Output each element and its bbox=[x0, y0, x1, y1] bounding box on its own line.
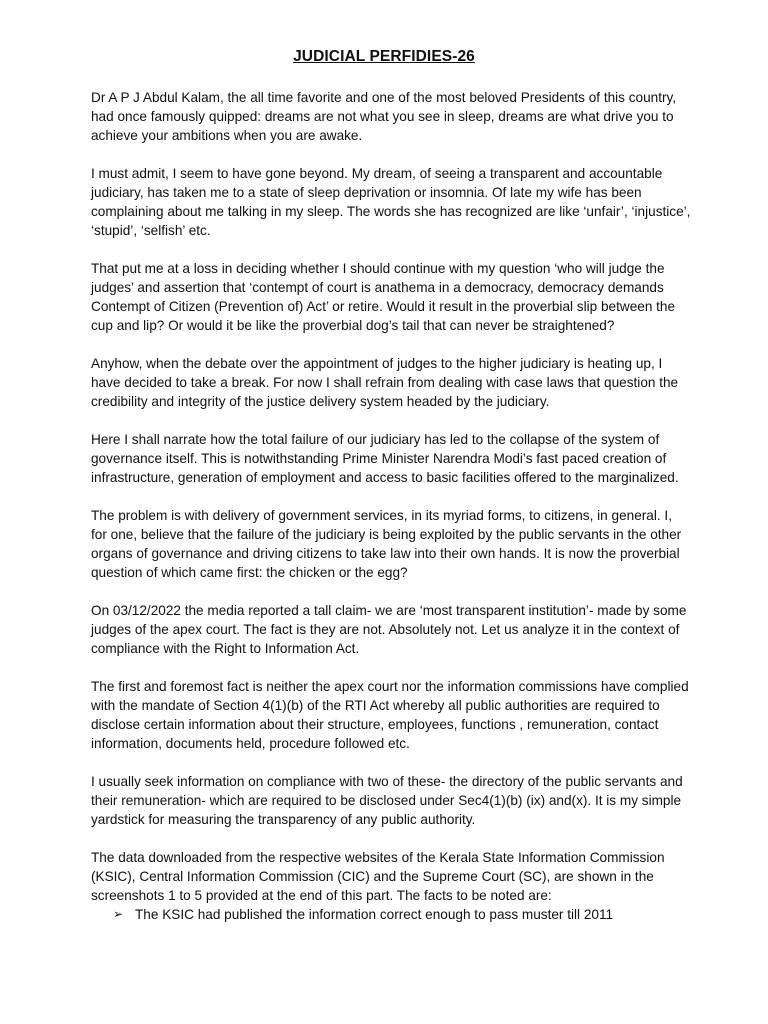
paragraph-5: Here I shall narrate how the total failure of our judiciary has led to the collapse of the system of governance itself. This is notwithstanding Prime Minister Narendra Modi’s fast paced creation of infrastructure, generation of employment and access to basic facilities offered to the marginalized. bbox=[91, 432, 679, 485]
document-body bbox=[91, 88, 691, 924]
paragraph-9: I usually seek information on compliance with two of these- the directory of the public servants and their remuneration- which are required to be disclosed under Sec4(1)(b) (ix) and(x). It is my simple yardstick for measuring the transparency of any public authority. bbox=[91, 774, 683, 827]
bullet-item bbox=[91, 905, 691, 924]
paragraph-4: Anyhow, when the debate over the appointment of judges to the higher judiciary is heating up, I have decided to take a break. For now I shall refrain from dealing with case laws that question the credibility and integrity of the justice delivery system headed by the judiciary. bbox=[91, 356, 679, 409]
paragraph-1: Dr A P J Abdul Kalam, the all time favorite and one of the most beloved Presidents of this country, had once famously quipped: dreams are not what you see in sleep, dreams are what drive you to achieve your ambitions when you are awake. bbox=[91, 90, 677, 143]
paragraph-7: On 03/12/2022 the media reported a tall claim- we are ‘most transparent institution’- made by some judges of the apex court. The fact is they are not. Absolutely not. Let us analyze it in the context of compliance with the Right to Information Act. bbox=[91, 603, 687, 656]
paragraph-3: That put me at a loss in deciding whether I should continue with my question ‘who will judge the judges’ and assertion that ‘contempt of court is anathema in a democracy, democracy demands Contempt of Citizen (Prevention of) Act’ or retire. Would it result in the proverbial slip between the cup and lip? Or would it be like the proverbial dog’s tail that can never be straightened? bbox=[91, 261, 676, 333]
paragraph-10: The data downloaded from the respective websites of the Kerala State Information Commission (KSIC), Central Information Commission (CIC) and the Supreme Court (SC), are shown in the screenshots 1 to 5 provided at the end of this part. The facts to be noted are: bbox=[91, 850, 665, 903]
paragraph-6: The problem is with delivery of government services, in its myriad forms, to citizens, in general. I, for one, believe that the failure of the judiciary is being exploited by the public servants in the other organs of governance and driving citizens to take law into their own hands. It is now the proverbial question of which came first: the chicken or the egg? bbox=[91, 508, 682, 580]
document-title: JUDICIAL PERFIDIES-26 bbox=[293, 48, 475, 65]
paragraph-8: The first and foremost fact is neither the apex court nor the information commissions have complied with the mandate of Section 4(1)(b) of the RTI Act whereby all public authorities are required to disclose certain information about their structure, employees, functions , remuneration, contact information, documents held, procedure followed etc. bbox=[91, 679, 689, 751]
paragraph-2: I must admit, I seem to have gone beyond. My dream, of seeing a transparent and accountable judiciary, has taken me to a state of sleep deprivation or insomnia. Of late my wife has been complaining about me talking in my sleep. The words she has recognized are like ‘unfair’, ‘injustice’, ‘stupid’, ‘selfish’ etc. bbox=[91, 166, 691, 238]
arrow-bullet-icon: ➢ bbox=[113, 907, 124, 921]
bullet-text: The KSIC had published the information correct enough to pass muster till 2011 bbox=[135, 907, 614, 922]
